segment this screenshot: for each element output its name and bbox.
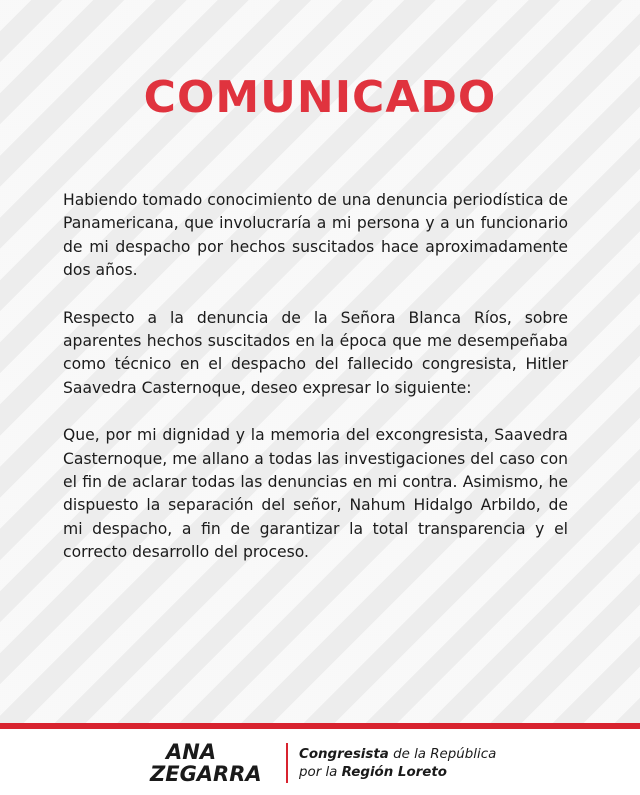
office-institution: de la República [388, 747, 497, 762]
office-line-1 [299, 746, 519, 764]
paragraph-2: Respecto a la denuncia de la Señora Blanca Ríos, sobre aparentes hechos suscitados en la época que me desempeñaba como técnico en el despacho del fallecido congresista, Hitler Saavedra Casternoque, deseo expresar lo siguiente: [63, 308, 568, 397]
page-title: COMUNICADO [143, 72, 497, 123]
office-line-2 [299, 764, 519, 782]
office-title [299, 746, 519, 782]
paragraph-1: Habiendo tomado conocimiento de una denuncia periodística de Panamericana, que involucraría a mi persona y a un funcionario de mi despacho por hechos suscitados hace aproximadamente dos años. [63, 191, 568, 280]
office-region: Región Loreto [341, 765, 447, 780]
office-role: Congresista [299, 747, 389, 762]
footer-divider [286, 743, 288, 783]
office-region-prefix: por la [299, 765, 342, 780]
statement-body [63, 189, 568, 589]
paragraph-3: Que, por mi dignidad y la memoria del excongresista, Saavedra Casternoque, me allano a todas las investigaciones del caso con el fin de aclarar todas las denuncias en mi contra. Asimismo, he dispuesto la separación del señor, Nahum Hidalgo Arbildo, de mi despacho, a fin de garantizar la total transparencia y el correcto desarrollo del proceso. [63, 426, 568, 562]
author-last-name: ZEGARRA [150, 762, 262, 786]
author-first-name: ANA [166, 740, 217, 764]
author-name-logo [150, 741, 276, 785]
signature-footer [0, 729, 640, 795]
